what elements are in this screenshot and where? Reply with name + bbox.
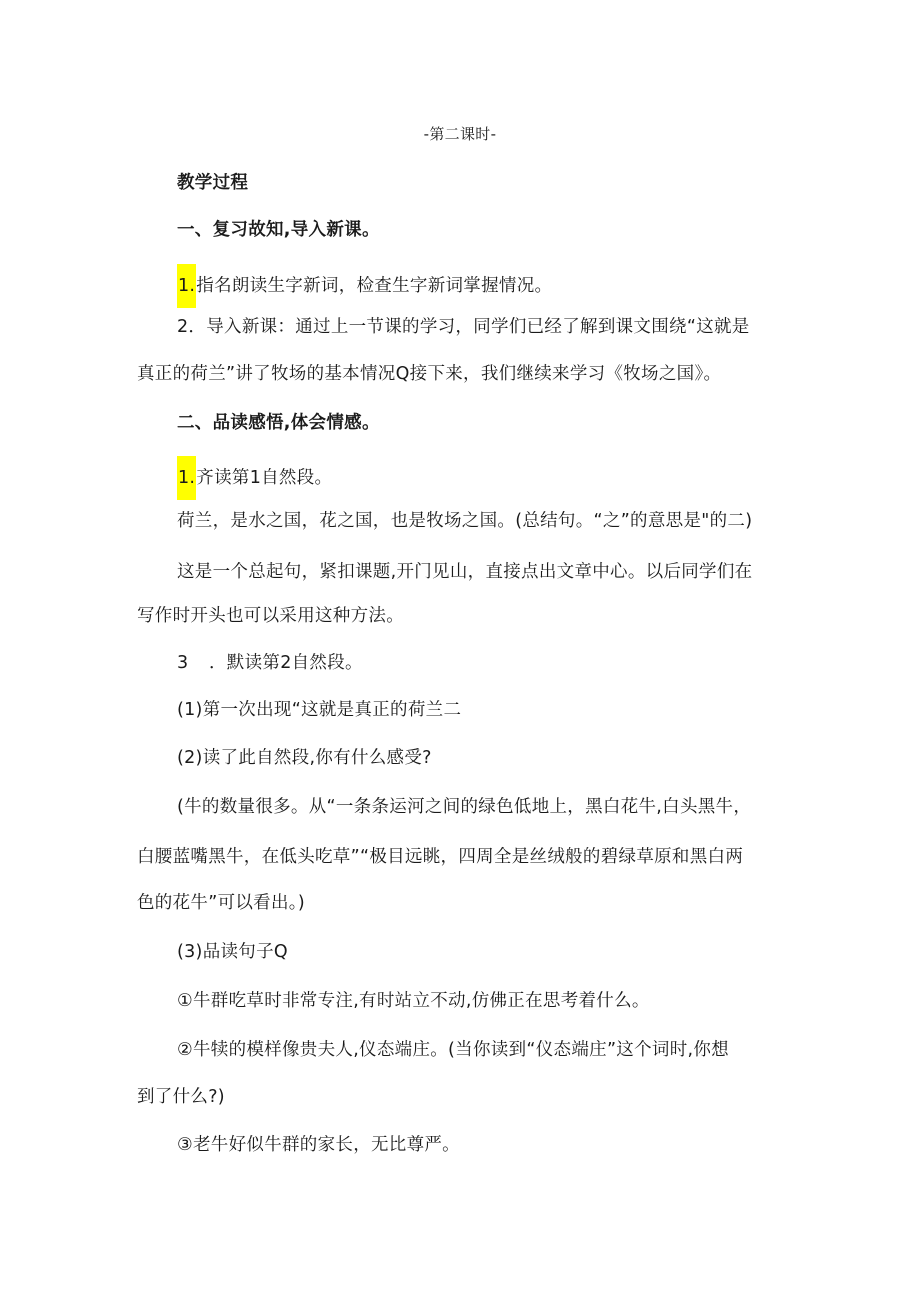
paragraph-6: [177, 650, 363, 676]
sentence-2-line-2: 到了什么?): [137, 1087, 225, 1107]
paragraph-3: [177, 456, 332, 500]
paragraph-4: 荷兰，是水之国，花之国，也是牧场之国。(总结句。“之”的意思是"的二): [177, 511, 753, 531]
paragraph-2-line-1: 2．导入新课：通过上一节课的学习，同学们已经了解到课文围绕“这就是: [177, 317, 750, 337]
paragraph-1-text: 指名朗读生字新词，检查生字新词掌握情况。: [196, 276, 553, 296]
highlighted-number: 1.: [177, 456, 196, 500]
paragraph-2-line-2: 真正的荷兰”讲了牧场的基本情况Q接下来，我们继续来学习《牧场之国》。: [137, 364, 722, 384]
question-3: (3)品读句子Q: [177, 942, 288, 962]
question-1: (1)第一次出现“这就是真正的荷兰二: [177, 700, 462, 720]
sentence-1: ①牛群吃草时非常专注,有时站立不动,仿佛正在思考着什么。: [177, 991, 650, 1011]
answer-2-line-2: 白腰蓝嘴黑牛，在低头吃草”“极目远眺，四周全是丝绒般的碧绿草原和黑白两: [137, 847, 744, 867]
paragraph-1: [177, 264, 552, 308]
sentence-2-line-1: ②牛犊的模样像贵夫人,仪态端庄。(当你读到“仪态端庄”这个词时,你想: [177, 1040, 729, 1060]
part1-heading: 一、复习故知,导入新课。: [177, 220, 380, 240]
paragraph-5-line-1: 这是一个总起句，紧扣课题,开门见山，直接点出文章中心。以后同学们在: [177, 562, 753, 582]
highlighted-number: 1.: [177, 264, 196, 308]
lesson-title: -第二课时-: [423, 125, 497, 143]
paragraph-3-text: 齐读第1自然段。: [196, 468, 333, 488]
answer-2-line-1: (牛的数量很多。从“一条条运河之间的绿色低地上，黑白花牛,白头黑牛，: [177, 797, 752, 817]
paragraph-6-text: ．默读第2自然段。: [209, 653, 363, 673]
section-heading: 教学过程: [177, 173, 249, 193]
paragraph-5-line-2: 写作时开头也可以采用这种方法。: [137, 606, 404, 626]
paragraph-6-number: 3: [177, 653, 189, 673]
part2-heading: 二、品读感悟,体会情感。: [177, 413, 380, 433]
question-2: (2)读了此自然段,你有什么感受?: [177, 748, 432, 768]
answer-2-line-3: 色的花牛”可以看出。): [137, 893, 305, 913]
sentence-3: ③老牛好似牛群的家长，无比尊严。: [177, 1135, 460, 1155]
